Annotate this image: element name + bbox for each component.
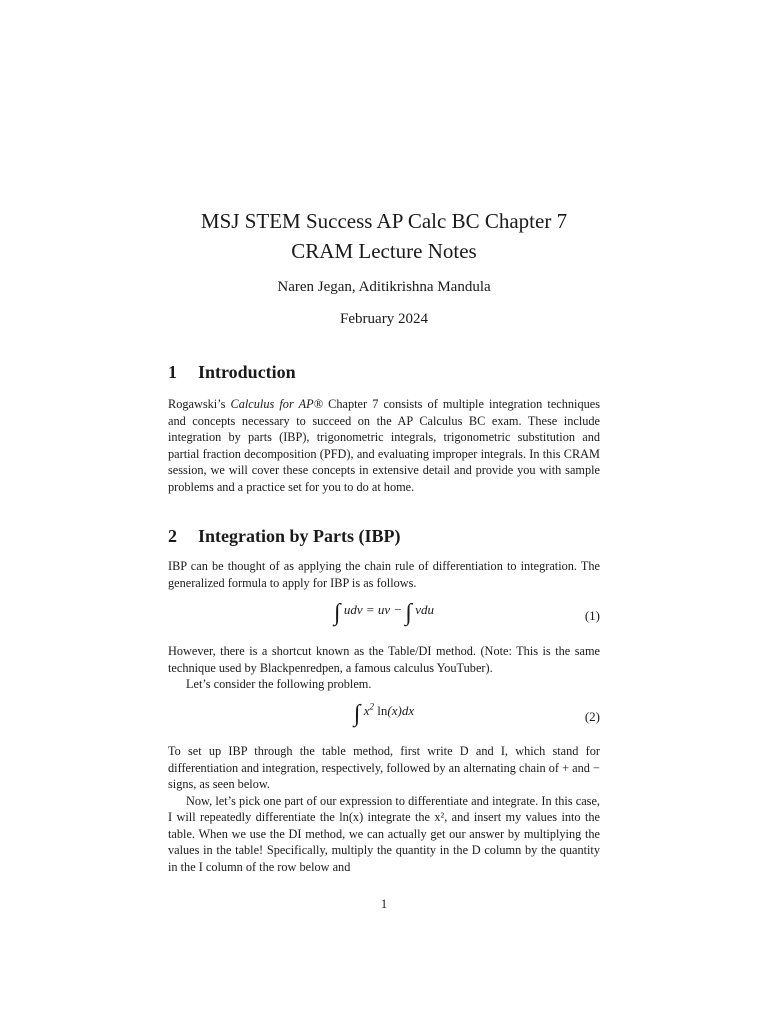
page-number: 1	[380, 897, 388, 911]
integral-sign: ∫	[333, 600, 341, 626]
section-heading-introduction	[168, 362, 296, 383]
title-line-2: CRAM Lecture Notes	[291, 239, 477, 263]
equation-2-argument: (x)dx	[387, 703, 415, 718]
ibp-text-4: To set up IBP through the table method, first write D and I, which stand for differentiation and integration, respectively, followed by an alternating chain of + and − signs, as seen below.	[168, 744, 600, 791]
authors: Naren Jegan, Aditikrishna Mandula	[277, 279, 491, 295]
equation-2-function: ln	[374, 703, 388, 718]
section-number: 2	[168, 526, 177, 546]
integral-sign: ∫	[405, 600, 412, 626]
integral-sign: ∫	[353, 701, 361, 727]
ibp-paragraph-3	[168, 743, 600, 875]
section-number: 1	[168, 362, 177, 382]
ibp-paragraph-1	[168, 558, 600, 591]
equation-2-exponent: 2	[369, 701, 375, 712]
ibp-text-1: IBP can be thought of as applying the chain rule of differentiation to integration. The generalized formula to apply for IBP is as follows.	[168, 559, 600, 590]
equation-1-rhs: vdu	[415, 602, 435, 617]
equation-2	[168, 701, 600, 735]
date: February 2024	[340, 311, 428, 327]
book-title: Calculus for AP®	[230, 397, 324, 411]
ibp-paragraph-2	[168, 643, 600, 693]
intro-text-start: Rogawski’s	[168, 397, 231, 411]
section-title: Introduction	[198, 362, 296, 382]
section-heading-ibp	[168, 526, 400, 547]
paper-title	[100, 206, 668, 266]
ibp-text-2: However, there is a shortcut known as the Table/DI method. (Note: This is the same technique used by Blackpenredpen, a famous calculus YouTuber).	[168, 644, 600, 675]
equation-number: (1)	[584, 608, 600, 623]
equation-1-lhs: udv = uv −	[343, 602, 406, 617]
ibp-text-3: Let’s consider the following problem.	[186, 677, 372, 691]
intro-text-rest: Chapter 7 consists of multiple integration techniques and concepts necessary to succeed on the AP Calculus BC exam. These include integration by parts (IBP), trigonometric integrals, trigonometric substitution and partial fraction decomposition (PFD), and evaluating improper integrals. In this CRAM session, we will cover these concepts in extensive detail and provide you with sample problems and a practice set for you to do at home.	[168, 397, 601, 494]
equation-number: (2)	[584, 709, 600, 724]
title-line-1: MSJ STEM Success AP Calc BC Chapter 7	[200, 209, 568, 233]
ibp-text-5: Now, let’s pick one part of our expression to differentiate and integrate. In this case, I will repeatedly differentiate the ln(x) integrate the x², and insert my values into the table. When we use the DI method, we can actually get our answer by multiplying the values in the table! Specifically, multiply the quantity in the D column by the quantity in the I column of the row below and	[168, 793, 600, 874]
section-title: Integration by Parts (IBP)	[198, 526, 401, 546]
introduction-paragraph	[168, 396, 600, 495]
equation-1	[168, 600, 600, 634]
equation-2-base: x	[363, 703, 370, 718]
